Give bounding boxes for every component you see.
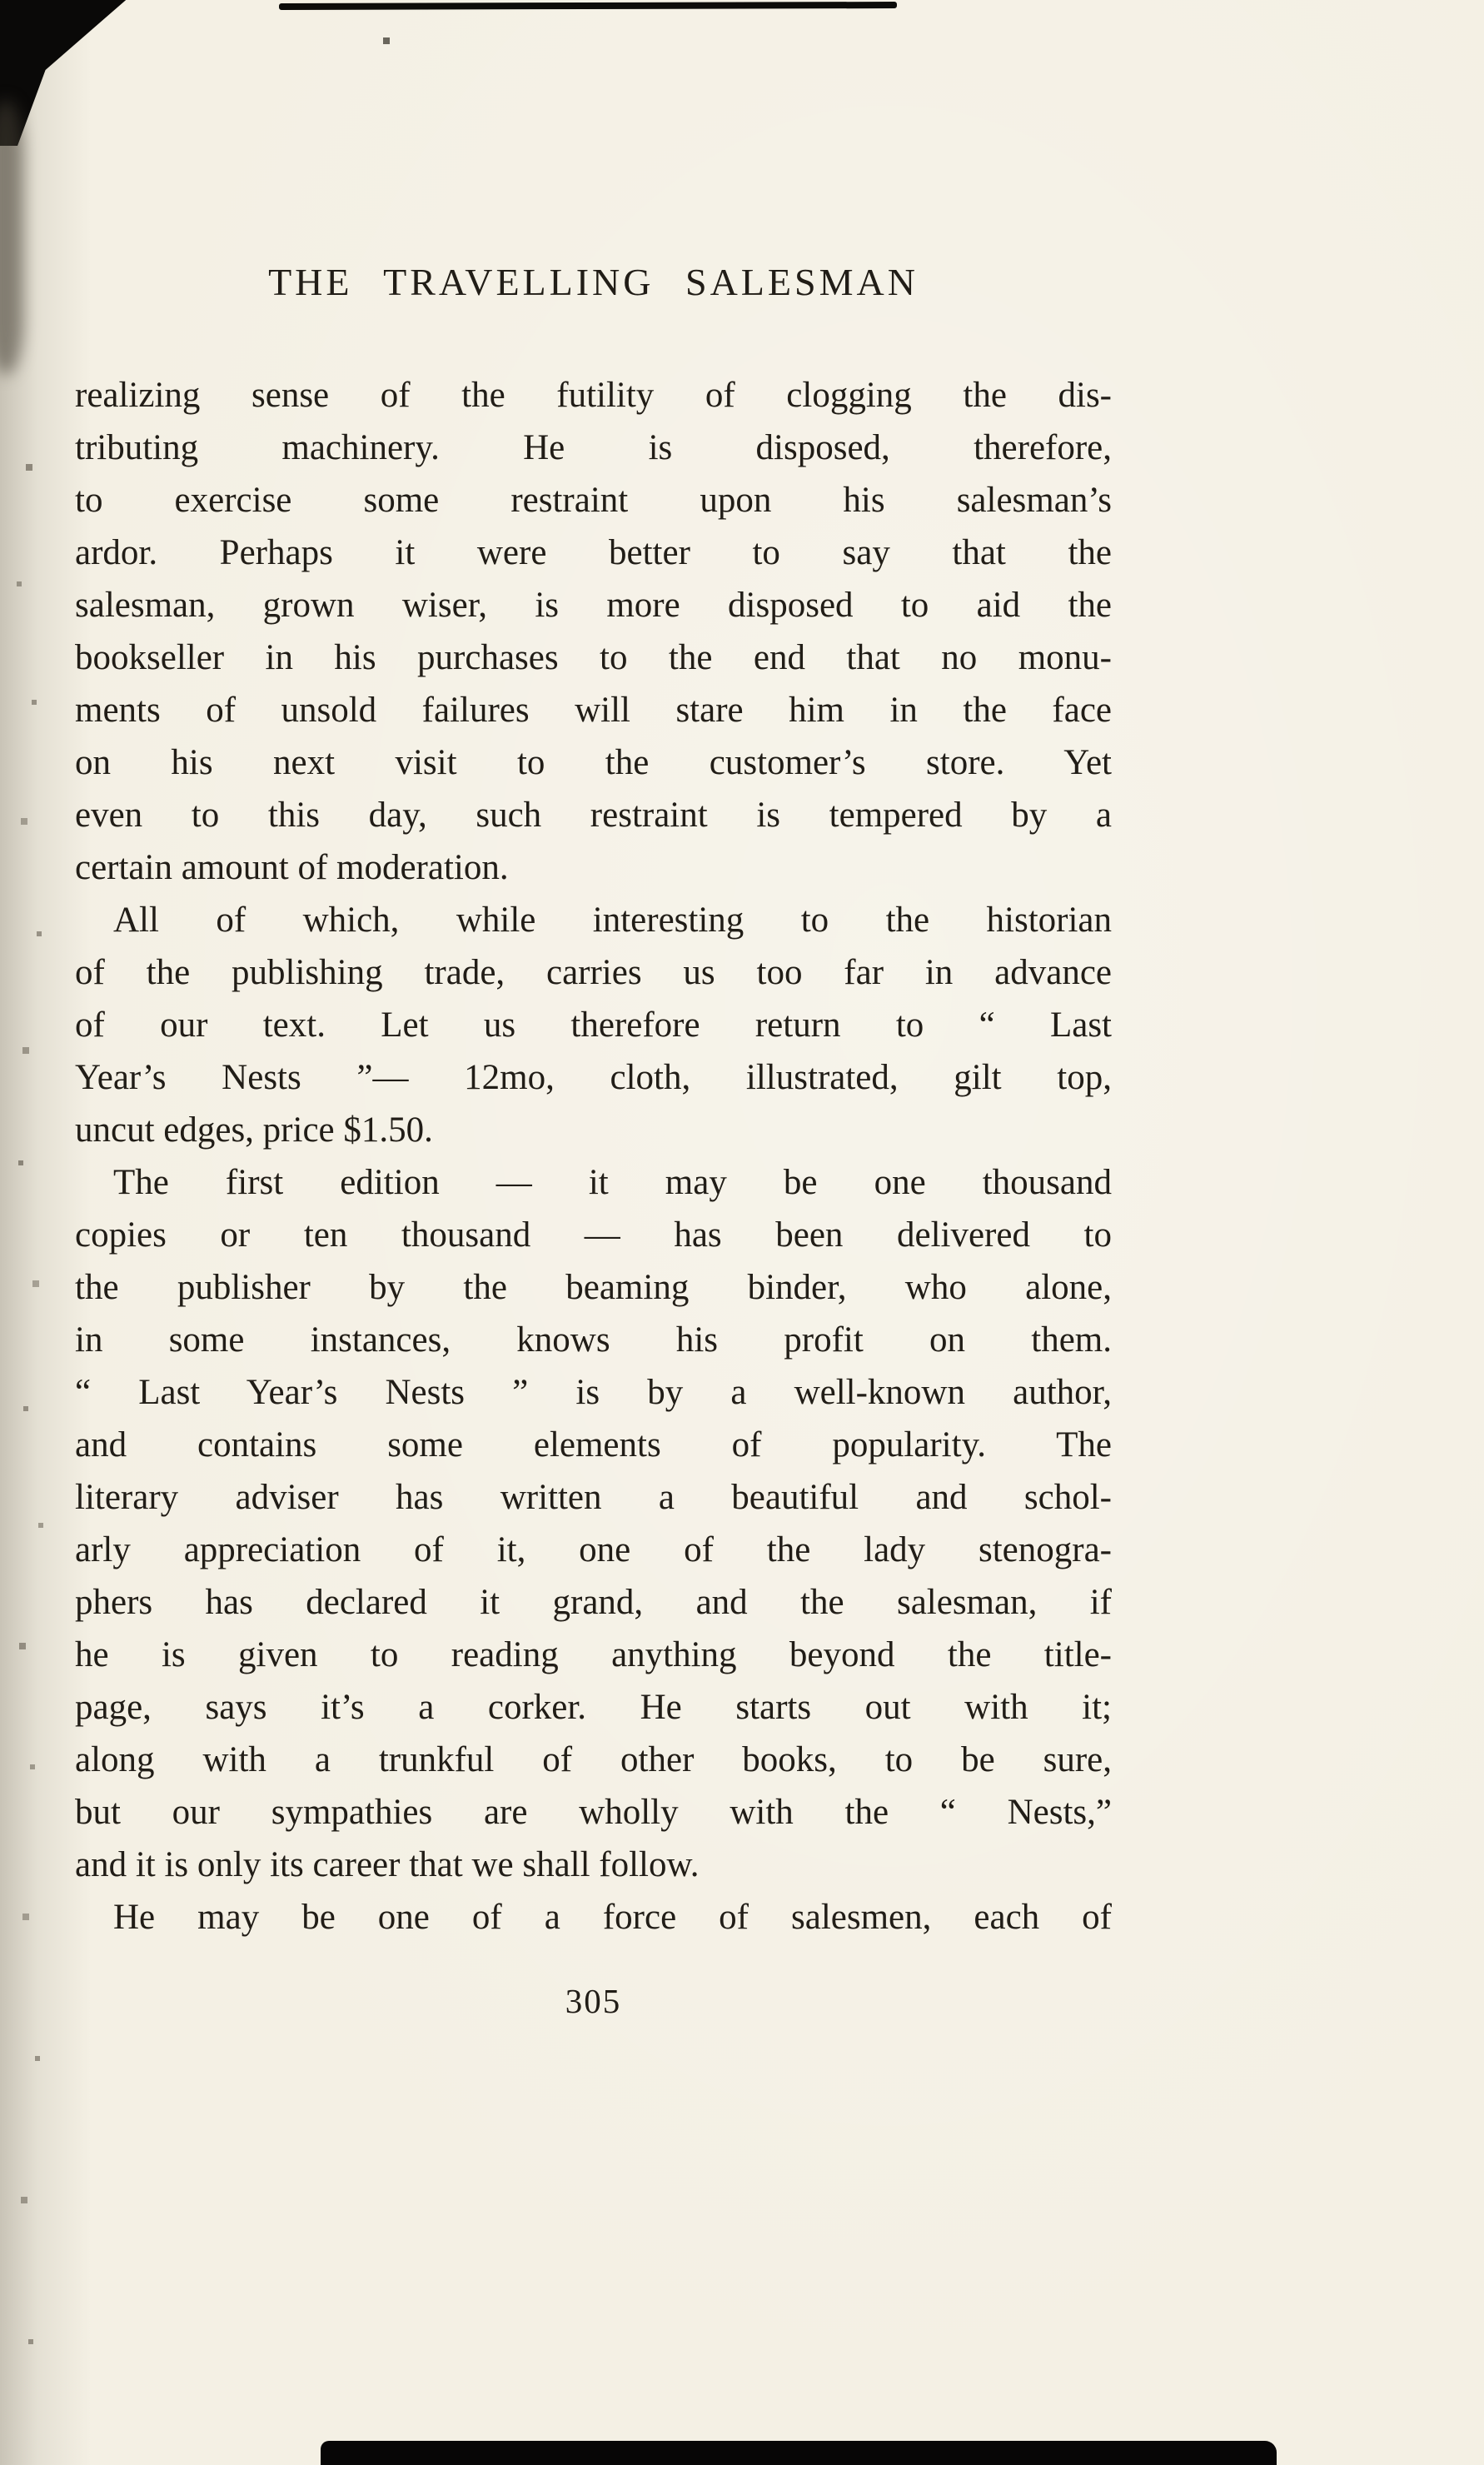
scan-corner-mark — [0, 0, 175, 146]
text-line: of the publishing trade, carries us too far in advance — [75, 953, 1112, 992]
text-line: He may be one of a force of salesmen, each of — [113, 1898, 1112, 1937]
page-number: 305 — [565, 1982, 622, 2020]
text-block — [75, 369, 1112, 1944]
text-line: arly appreciation of it, one of the lady stenogra- — [75, 1530, 1112, 1569]
text-line: copies or ten thousand — has been delivered to — [75, 1215, 1112, 1255]
text-line: “ Last Year’s Nests ” is by a well-known author, — [75, 1373, 1112, 1412]
text-line: on his next visit to the customer’s store. Yet — [75, 743, 1112, 782]
text-line: The first edition — it may be one thousand — [113, 1163, 1112, 1202]
text-line: to exercise some restraint upon his salesman’s — [75, 481, 1112, 520]
text-line: literary adviser has written a beautiful and schol- — [75, 1478, 1112, 1517]
scan-speckles — [0, 0, 2, 2]
paragraph — [75, 894, 1112, 1156]
text-line: along with a trunkful of other books, to be sure, — [75, 1740, 1112, 1779]
text-line: All of which, while interesting to the historian — [113, 901, 1112, 940]
text-line: ments of unsold failures will stare him in the face — [75, 691, 1112, 730]
paragraph — [75, 369, 1112, 894]
text-line: the publisher by the beaming binder, who alone, — [75, 1268, 1112, 1307]
text-line: Year’s Nests ”— 12mo, cloth, illustrated, gilt top, — [75, 1058, 1112, 1097]
scan-top-rule-line — [279, 2, 897, 10]
scan-bottom-black-bar — [321, 2441, 1277, 2465]
text-line: page, says it’s a corker. He starts out with it; — [75, 1688, 1112, 1727]
text-line: certain amount of moderation. — [75, 848, 509, 887]
scan-binding-smudge — [0, 100, 23, 375]
text-line: and contains some elements of popularity. The — [75, 1425, 1112, 1465]
text-line: even to this day, such restraint is tempered by a — [75, 796, 1112, 835]
text-line: tributing machinery. He is disposed, therefore, — [75, 428, 1112, 467]
text-line: phers has declared it grand, and the salesman, if — [75, 1583, 1112, 1622]
text-line: but our sympathies are wholly with the “ Nests,” — [75, 1793, 1112, 1832]
text-line: bookseller in his purchases to the end that no monu- — [75, 638, 1112, 677]
text-line: of our text. Let us therefore return to “ Last — [75, 1005, 1112, 1045]
text-line: salesman, grown wiser, is more disposed to aid the — [75, 586, 1112, 625]
text-line: in some instances, knows his profit on them. — [75, 1320, 1112, 1360]
text-line: and it is only its career that we shall follow. — [75, 1845, 700, 1884]
text-line: realizing sense of the futility of clogging the dis- — [75, 376, 1112, 415]
paragraph — [75, 1891, 1112, 1944]
text-line: ardor. Perhaps it were better to say that the — [75, 533, 1112, 572]
text-line: uncut edges, price $1.50. — [75, 1110, 433, 1150]
text-line: he is given to reading anything beyond the title- — [75, 1635, 1112, 1674]
running-header-title: THE TRAVELLING SALESMAN — [268, 261, 919, 303]
paragraph — [75, 1156, 1112, 1891]
